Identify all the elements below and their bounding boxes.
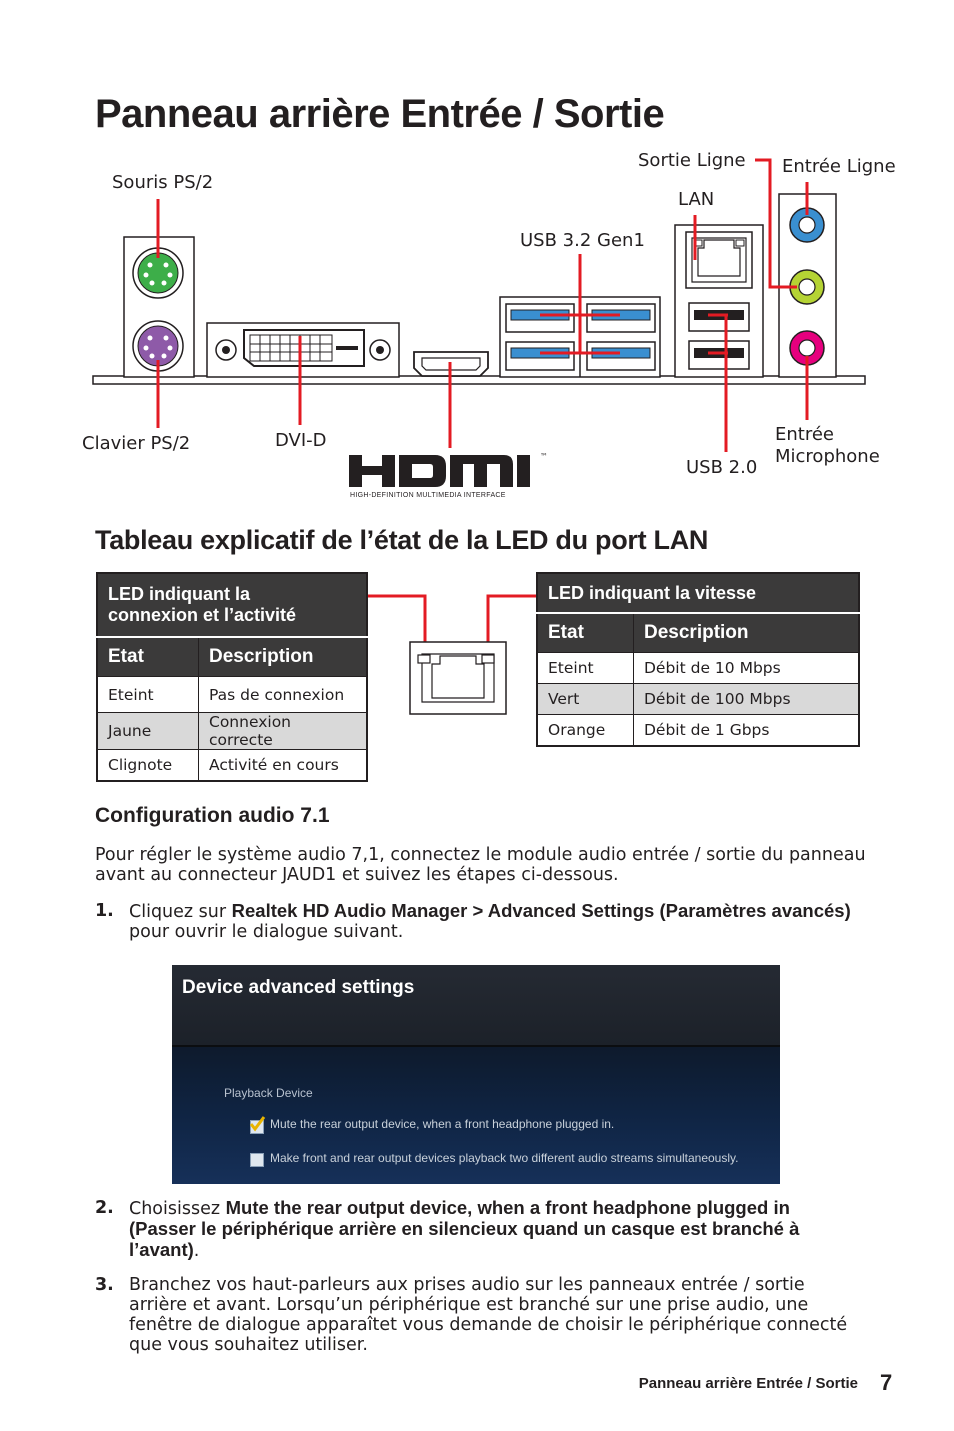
step-1-pre: Cliquez sur — [129, 902, 232, 922]
multistream-option-label[interactable]: Make front and rear output devices playback two different audio streams simultaneously. — [270, 1151, 739, 1165]
activity-col-state: Etat — [97, 637, 199, 677]
page-footer: Panneau arrière Entrée / Sortie — [638, 1375, 858, 1392]
speed-led-table — [536, 572, 860, 747]
speed-state: Vert — [537, 684, 634, 715]
label-sortie-ligne: Sortie Ligne — [638, 150, 746, 171]
activity-state: Eteint — [97, 677, 199, 713]
activity-state: Jaune — [97, 713, 199, 750]
step-3 — [95, 1275, 855, 1357]
speed-col-state: Etat — [537, 613, 634, 653]
table-row — [97, 677, 367, 713]
page-number: 7 — [880, 1370, 893, 1395]
speed-state: Orange — [537, 715, 634, 747]
lan-led-heading: Tableau explicatif de l’état de la LED du port LAN — [95, 525, 709, 555]
speed-col-desc: Description — [634, 613, 860, 653]
step-2-number: 2. — [95, 1198, 114, 1218]
activity-col-desc: Description — [199, 637, 368, 677]
step-2-post: . — [193, 1241, 200, 1261]
activity-desc: Pas de connexion — [199, 677, 368, 713]
speed-state: Eteint — [537, 653, 634, 684]
page-title: Panneau arrière Entrée / Sortie — [95, 92, 665, 136]
activity-desc: Connexion correcte — [199, 713, 368, 750]
step-1-post: pour ouvrir le dialogue suivant. — [129, 922, 404, 942]
checkmark-icon — [248, 1115, 266, 1133]
step-3-text: Branchez vos haut-parleurs aux prises audio sur les panneaux entrée / sortie arrière et avant. Lorsqu’un périphérique est branché sur une prise audio, une fenêtre de dialogue apparaîtet vous demande de choisir le périphérique connecté que vous souhaitez utiliser. — [129, 1275, 848, 1355]
activity-table-title-1: LED indiquant la — [108, 584, 250, 604]
label-souris-ps2: Souris PS/2 — [112, 172, 214, 193]
speed-table-title: LED indiquant la vitesse — [537, 573, 859, 613]
table-row — [97, 713, 367, 750]
mute-rear-option-label[interactable]: Mute the rear output device, when a front headphone plugged in. — [270, 1117, 615, 1131]
activity-led-table — [96, 572, 368, 782]
activity-desc: Activité en cours — [199, 750, 368, 782]
step-1 — [95, 901, 855, 943]
table-row — [537, 684, 859, 715]
ps2-mouse-port — [138, 253, 178, 293]
step-2 — [95, 1198, 855, 1260]
activity-table-title-2: connexion et l’activité — [108, 605, 297, 625]
lan-port-illustration — [360, 590, 540, 720]
dialog-title: Device advanced settings — [182, 977, 415, 998]
label-usb32: USB 3.2 Gen1 — [520, 230, 645, 251]
speed-desc: Débit de 1 Gbps — [634, 715, 860, 747]
speed-desc: Débit de 10 Mbps — [634, 653, 860, 684]
multistream-checkbox[interactable] — [250, 1153, 264, 1167]
step-3-number: 3. — [95, 1275, 114, 1295]
audio-heading: Configuration audio 7.1 — [95, 804, 330, 827]
label-clavier-ps2: Clavier PS/2 — [82, 433, 191, 454]
label-mic-line1: Entrée — [775, 424, 834, 445]
table-row — [537, 715, 859, 747]
table-row — [537, 653, 859, 684]
step-2-bold: Mute the rear output device, when a front headphone plugged in (Passer le périphérique arrière en silencieux quand un casque est branché à l’avant) — [129, 1197, 800, 1260]
device-advanced-settings-dialog — [172, 965, 780, 1184]
label-dvi: DVI-D — [275, 430, 327, 451]
step-2-pre: Choisissez — [129, 1199, 226, 1219]
speed-desc: Débit de 100 Mbps — [634, 684, 860, 715]
label-lan: LAN — [678, 189, 715, 210]
activity-state: Clignote — [97, 750, 199, 782]
step-1-number: 1. — [95, 901, 114, 921]
hdmi-trademark: ™ — [540, 452, 548, 461]
table-row — [97, 750, 367, 782]
hdmi-logo — [349, 455, 530, 487]
audio-intro: Pour régler le système audio 7,1, connectez le module audio entrée / sortie du panneau avant au connecteur JAUD1 et suivez les étapes ci-dessous. — [95, 845, 866, 885]
hdmi-tagline: HIGH-DEFINITION MULTIMEDIA INTERFACE — [350, 492, 506, 499]
dialog-group-label: Playback Device — [224, 1086, 313, 1100]
label-mic-line2: Microphone — [775, 446, 880, 467]
label-usb20: USB 2.0 — [686, 457, 758, 478]
step-1-bold: Realtek HD Audio Manager > Advanced Settings (Paramètres avancés) — [231, 900, 851, 921]
label-entree-ligne: Entrée Ligne — [782, 156, 896, 177]
